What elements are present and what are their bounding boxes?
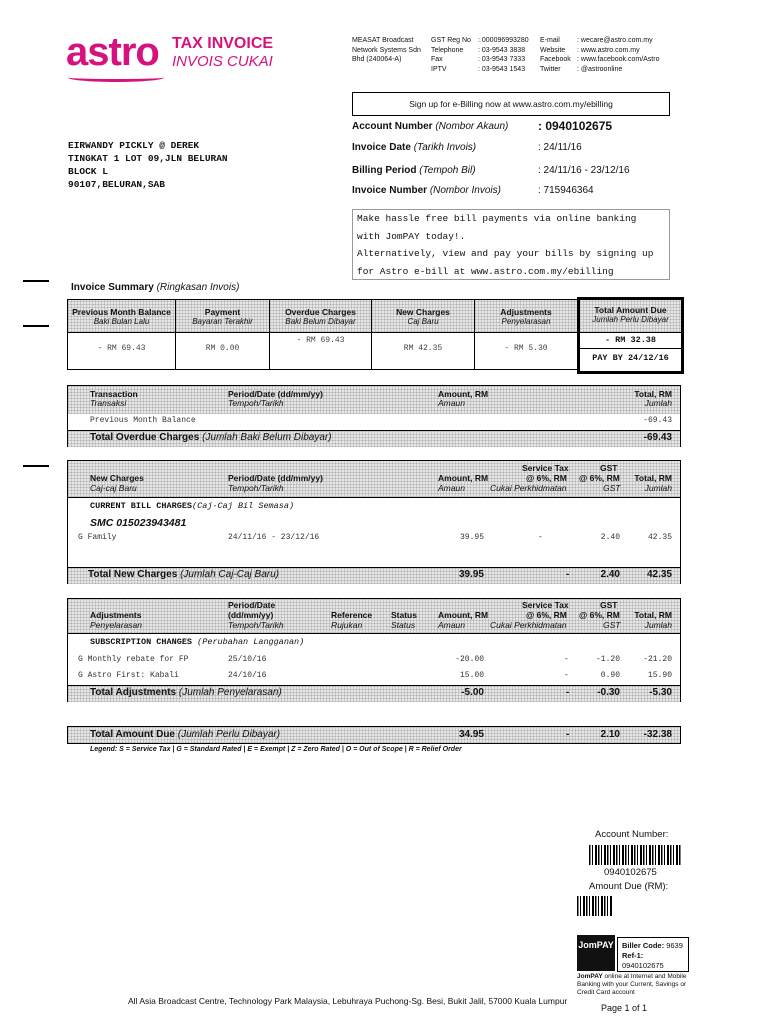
adjustment-row-total: -21.20	[643, 655, 672, 664]
summary-adjustments-header: Adjustments Penyelarasan	[474, 299, 578, 333]
summary-prev-balance-value: - RM 69.43	[67, 332, 176, 370]
fold-mark	[23, 465, 49, 467]
account-number-value: : 0940102675	[538, 119, 613, 133]
adjustment-row-amount: 15.00	[459, 671, 484, 680]
overdue-header-row	[68, 386, 680, 414]
biller-code-box: Biller Code: 9639 Ref-1: 0940102675	[617, 937, 689, 972]
gst-values: : 000096993280 : 03-9543 3838 : 03-9543 7333 : 03-9543 1543	[478, 37, 529, 73]
new-charge-amount: 39.95	[459, 533, 484, 542]
summary-new-charges-value: RM 42.35	[371, 332, 475, 370]
summary-overdue-value: - RM 69.43	[269, 332, 372, 370]
legend: Legend: S = Service Tax | G = Standard Rated | E = Exempt | Z = Zero Rated | O = Out of Scope | R = Relief Order	[90, 746, 462, 753]
payslip-account-number: 0940102675	[604, 867, 657, 878]
new-charge-desc: G Family	[78, 533, 117, 542]
page-number: Page 1 of 1	[601, 1003, 648, 1013]
jompay-logo: JomPAY	[577, 935, 615, 971]
adjustment-row-gst: 0.90	[600, 671, 620, 680]
pay-by-date: PAY BY 24/12/16	[592, 353, 669, 363]
summary-new-charges-header: New Charges Caj Baru	[371, 299, 475, 333]
payslip-amount-label: Amount Due (RM):	[589, 881, 669, 892]
adjustment-row-amount: -20.00	[455, 655, 484, 664]
title-my: INVOIS CUKAI	[172, 53, 273, 70]
summary-prev-balance-header: Previous Month Balance Baki Bulan Lalu	[67, 299, 176, 333]
billing-period-label: Billing Period (Tempoh Bil)	[352, 165, 476, 176]
adjustment-row-total: 15.90	[647, 671, 672, 680]
gst-labels: GST Reg No Telephone Fax IPTV	[431, 37, 471, 73]
grand-total-row: Total Amount Due (Jumlah Perlu Dibayar) 34.95 - 2.10 -32.38	[67, 726, 681, 744]
adjustment-row-date: 24/10/16	[228, 671, 267, 680]
contact-values: : wecare@astro.com.my : www.astro.com.my : www.facebook.com/Astro : @astroonline	[577, 37, 660, 73]
logo-swoosh	[68, 73, 164, 82]
adjustment-row-desc: G Monthly rebate for FP	[78, 655, 189, 664]
adjustments-table: Adjustments Penyelarasan Period/Date (dd/mm/yy) Tempoh/Tarikh Reference Rujukan Status Status Amount, RM Amaun Service Tax @ 6%, RM Cukai Perkhidmatan GST @ 6%, RM GST Total, RM Jumlah SUBSCRIPTION CHANGES (Perubahan Langganan) G Monthly rebate for FP 25/10/16 -20.00 - -1.20 -21.20 G Astro First: Kabali 24/10/16 15.00 - 0.90 15.90 Total Adjustments (Jumlah Penyelarasan) -5.00 - -0.30 -5.30	[67, 598, 681, 702]
adjustment-row-date: 25/10/16	[228, 655, 267, 664]
invoice-number-value: : 715946364	[538, 185, 594, 196]
summary-total-header: Total Amount Due Jumlah Perlu Dibayar	[577, 297, 684, 333]
adjustment-row-st: -	[564, 655, 569, 664]
overdue-row-desc: Previous Month Balance	[90, 416, 196, 425]
payslip-account-label: Account Number:	[595, 829, 669, 840]
fold-mark	[23, 325, 49, 327]
summary-adjustments-value: - RM 5.30	[474, 332, 578, 370]
fold-mark	[23, 280, 49, 282]
new-charge-period: 24/11/16 - 23/12/16	[228, 533, 320, 542]
company-name: MEASAT Broadcast Network Systems Sdn Bhd (240064-A)	[352, 37, 421, 63]
astro-logo: astro	[66, 30, 159, 75]
overdue-charges-table: Transaction Transaksi Period/Date (dd/mm/yy) Tempoh/Tarikh Amount, RM Amaun Total, RM Jumlah Previous Month Balance -69.43 Total Overdue Charges (Jumlah Baki Belum Dibayar) -69.43	[67, 385, 681, 447]
invoice-number-label: Invoice Number (Nombor Invois)	[352, 185, 501, 196]
new-charge-st: -	[538, 533, 543, 542]
new-charge-total: 42.35	[647, 533, 672, 542]
customer-address: EIRWANDY PICKLY @ DEREK TINGKAT 1 LOT 09,JLN BELURAN BLOCK L 90107,BELURAN,SAB	[68, 140, 228, 190]
invoice-date-value: : 24/11/16	[538, 142, 582, 153]
adjustment-row-st: -	[564, 671, 569, 680]
account-number-label: Account Number (Nombor Akaun)	[352, 121, 509, 132]
ebilling-banner: Sign up for e-Billing now at www.astro.com.my/ebilling	[352, 92, 670, 116]
invoice-date-label: Invoice Date (Tarikh Invois)	[352, 142, 477, 153]
title-en: TAX INVOICE	[172, 35, 274, 52]
contact-labels: E-mail Website Facebook Twitter	[540, 37, 571, 73]
summary-payment-value: RM 0.00	[175, 332, 270, 370]
subscription-changes-section: SUBSCRIPTION CHANGES (Perubahan Langganan)	[90, 637, 305, 647]
jompay-promo-box: Make hassle free bill payments via online banking with JomPAY today!. Alternatively, view and pay your bills by signing up for Astro e-bill at www.astro.com.my/ebilling	[352, 209, 670, 280]
account-barcode	[589, 845, 682, 865]
current-bill-section: CURRENT BILL CHARGES(Caj-Caj Bil Semasa)	[90, 501, 295, 511]
new-charge-gst: 2.40	[600, 533, 620, 542]
summary-payment-header: Payment Bayaran Terakhir	[175, 299, 270, 333]
adjustment-row-gst: -1.20	[595, 655, 620, 664]
amount-barcode	[577, 896, 612, 916]
summary-overdue-header: Overdue Charges Baki Belum Dibayar	[269, 299, 372, 333]
invoice-summary-title: Invoice Summary (Ringkasan Invois)	[71, 282, 240, 293]
smc-number: SMC 015023943481	[90, 517, 187, 529]
summary-total-value: - RM 32.38 PAY BY 24/12/16	[577, 332, 684, 374]
new-charges-table: New Charges Caj-caj Baru Period/Date (dd/mm/yy) Tempoh/Tarikh Amount, RM Amaun Service Tax @ 6%, RM Cukai Perkhidmatan GST @ 6%, RM GST Total, RM Jumlah CURRENT BILL CHARGES(Caj-Caj Bil Semasa) SMC 015023943481 G Family 24/11/16 - 23/12/16 39.95 - 2.40 42.35 Total New Charges (Jumlah Caj-Caj Baru) 39.95 - 2.40 42.35	[67, 460, 681, 584]
overdue-row-total: -69.43	[643, 416, 672, 425]
adjustment-row-desc: G Astro First: Kabali	[78, 671, 179, 680]
invoice-title	[172, 35, 273, 70]
billing-period-value: : 24/11/16 - 23/12/16	[538, 165, 630, 176]
jompay-instructions: JomPAY online at Internet and Mobile Banking with your Current, Savings or Credit Card account	[577, 973, 687, 996]
footer-address: All Asia Broadcast Centre, Technology Park Malaysia, Lebuhraya Puchong-Sg. Besi, Bukit Jalil, 57000 Kuala Lumpur	[128, 996, 568, 1006]
